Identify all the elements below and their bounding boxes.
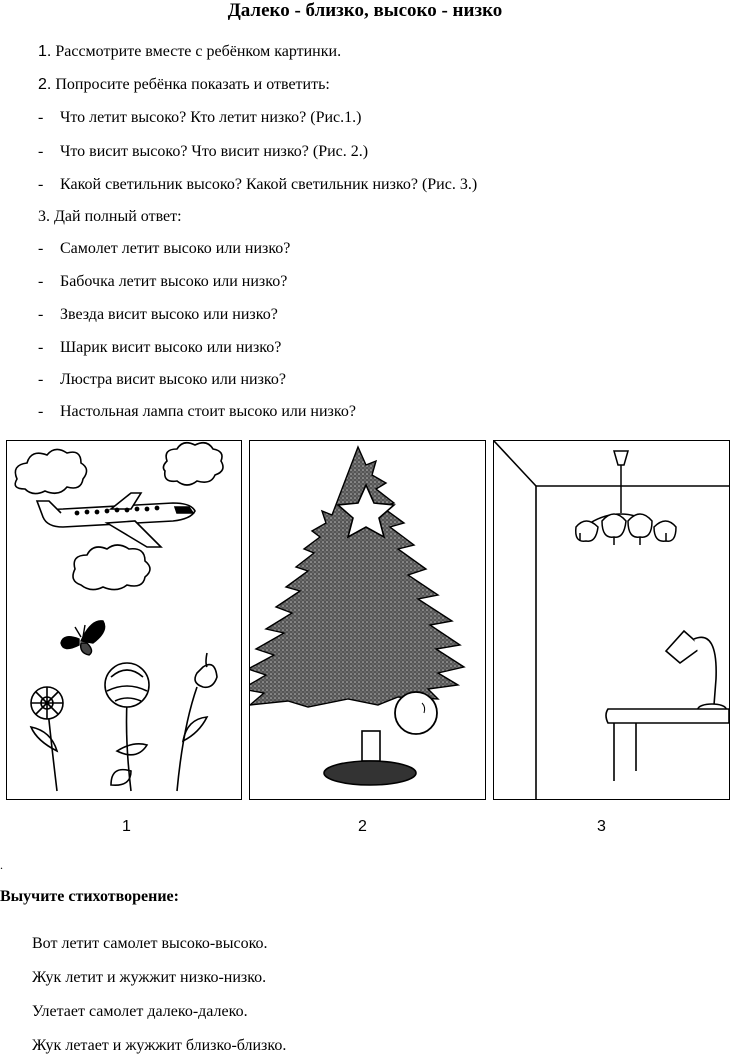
chandelier-icon [576,451,676,545]
question-1: - Что летит высоко? Кто летит низко? (Рис.1.) [38,109,362,126]
picture-1-panel [6,440,242,800]
picture-1-illustration [7,441,241,799]
instruction-1: 1. Рассмотрите вместе с ребёнком картинки. [38,43,342,60]
page-title: Далеко - близко, высоко - низко [227,0,503,21]
separator-dot: . [0,858,3,872]
answer-2: - Бабочка летит высоко или низко? [38,273,288,290]
picture-2-caption: 2 [358,818,367,835]
instruction-2: 2. Попросите ребёнка показать и ответить: [38,76,330,93]
picture-3-caption: 3 [597,818,606,835]
answer-1: - Самолет летит высоко или низко? [38,240,291,257]
ball-icon [395,692,437,734]
poem-line: Вот летит самолет высоко-высоко. [32,935,268,952]
picture-1-caption: 1 [122,818,131,835]
answer-5: - Люстра висит высоко или низко? [38,371,286,388]
cloud-2 [163,443,223,485]
cloud-1 [15,449,86,493]
flowers-icon [31,653,217,791]
cloud-3 [73,545,150,590]
answer-6: - Настольная лампа стоит высоко или низко? [38,403,356,420]
answer-3: - Звезда висит высоко или низко? [38,306,278,323]
question-3: - Какой светильник высоко? Какой светильник низко? (Рис. 3.) [38,176,478,193]
poem-heading: Выучите стихотворение: [0,888,179,905]
answer-4: - Шарик висит высоко или низко? [38,339,282,356]
butterfly-icon [61,621,105,655]
picture-3-illustration [494,441,729,799]
room-corner [494,441,729,799]
table-lamp-icon [666,631,726,714]
table-icon [606,709,729,781]
question-2: - Что висит высоко? Что висит низко? (Рис. 2.) [38,143,369,160]
airplane-icon [37,493,195,547]
picture-2-illustration [250,441,485,799]
tree-stand [324,761,416,785]
tree-trunk [362,731,380,761]
poem-line: Жук летит и жужжит низко-низко. [32,969,267,986]
fir-tree-icon [250,447,464,707]
instruction-3: 3. Дай полный ответ: [38,208,182,225]
poem-line: Жук летает и жужжит близко-близко. [32,1037,287,1054]
picture-3-panel [493,440,730,800]
picture-2-panel [249,440,486,800]
poem-line: Улетает самолет далеко-далеко. [32,1003,248,1020]
